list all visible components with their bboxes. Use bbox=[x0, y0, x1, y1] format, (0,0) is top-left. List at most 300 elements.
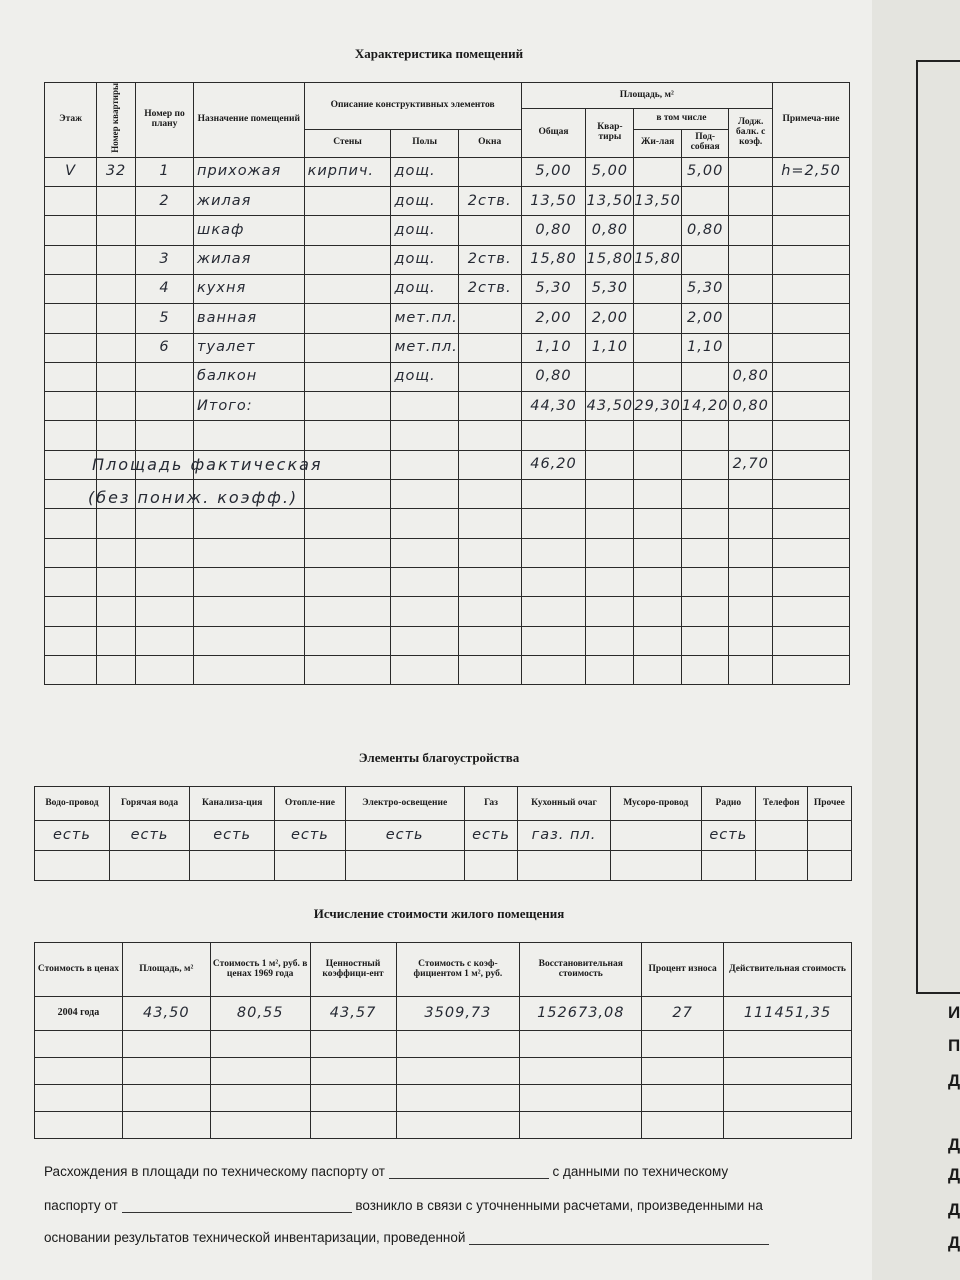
room-cell-walls bbox=[304, 245, 391, 274]
hdr-purpose: Назначение помещений bbox=[194, 83, 305, 158]
passport-date-blank-2[interactable] bbox=[122, 1200, 352, 1213]
room-cell-total bbox=[521, 626, 586, 655]
cost-header: Ценностный коэффици-ент bbox=[310, 943, 396, 997]
room-cell-apartment: 0,80 bbox=[586, 216, 634, 245]
amenity-value: есть bbox=[701, 821, 755, 851]
footer-line-1: Расхождения в площади по техническому паспорту от с данными по техническому bbox=[44, 1164, 729, 1179]
room-cell-walls bbox=[304, 567, 391, 596]
room-cell-purpose: жилая bbox=[194, 187, 305, 216]
room-cell-loggia bbox=[729, 626, 773, 655]
room-cell-apt bbox=[97, 333, 136, 362]
room-cell-total: 1,10 bbox=[521, 333, 586, 362]
room-cell-walls bbox=[304, 392, 391, 421]
room-cell-apartment: 5,30 bbox=[586, 274, 634, 303]
room-cell-aux: 0,80 bbox=[681, 216, 729, 245]
room-cell-purpose: кухня bbox=[194, 274, 305, 303]
room-cell-total: 46,20 bbox=[521, 450, 586, 479]
cost-empty-cell bbox=[122, 1112, 210, 1139]
room-cell-plan bbox=[135, 626, 193, 655]
room-cell-living bbox=[634, 421, 682, 450]
amenity-empty-cell bbox=[345, 851, 464, 881]
amenity-empty-cell bbox=[807, 851, 851, 881]
room-cell-plan bbox=[135, 421, 193, 450]
room-cell-purpose bbox=[194, 567, 305, 596]
room-cell-apartment: 43,50 bbox=[586, 392, 634, 421]
room-cell-apartment: 1,10 bbox=[586, 333, 634, 362]
room-cell-floors bbox=[391, 626, 458, 655]
cost-empty-cell bbox=[122, 1058, 210, 1085]
room-cell-apartment bbox=[586, 421, 634, 450]
room-row bbox=[45, 421, 850, 450]
room-cell-living bbox=[634, 274, 682, 303]
footer-line-3: основании результатов технической инвентаризации, проведенной bbox=[44, 1230, 854, 1245]
room-cell-purpose: жилая bbox=[194, 245, 305, 274]
hdr-living: Жи-лая bbox=[634, 129, 682, 157]
room-cell-purpose bbox=[194, 655, 305, 684]
room-cell-loggia bbox=[729, 655, 773, 684]
room-cell-floors bbox=[391, 509, 458, 538]
next-page-letter: И bbox=[948, 1003, 960, 1022]
room-cell-living bbox=[634, 333, 682, 362]
room-cell-loggia: 0,80 bbox=[729, 362, 773, 391]
room-cell-purpose bbox=[194, 597, 305, 626]
hdr-incl: в том числе bbox=[634, 109, 729, 130]
room-cell-living bbox=[634, 567, 682, 596]
cost-empty-cell bbox=[396, 1058, 520, 1085]
room-cell-walls bbox=[304, 362, 391, 391]
room-cell-total bbox=[521, 567, 586, 596]
room-cell-windows bbox=[458, 362, 521, 391]
room-cell-purpose: прихожая bbox=[194, 157, 305, 186]
cost-empty-cell bbox=[35, 1085, 123, 1112]
room-cell-floors: дощ. bbox=[391, 216, 458, 245]
amenities-table bbox=[34, 786, 852, 881]
room-cell-aux: 2,00 bbox=[681, 304, 729, 333]
room-cell-floors bbox=[391, 392, 458, 421]
cost-table bbox=[34, 942, 852, 1139]
room-cell-total: 5,30 bbox=[521, 274, 586, 303]
room-cell-windows bbox=[458, 626, 521, 655]
amenity-value: есть bbox=[345, 821, 464, 851]
room-cell-aux bbox=[681, 538, 729, 567]
room-cell-walls bbox=[304, 274, 391, 303]
room-cell-loggia bbox=[729, 480, 773, 509]
room-cell-windows bbox=[458, 157, 521, 186]
room-cell-note bbox=[773, 421, 850, 450]
room-cell-plan: 6 bbox=[135, 333, 193, 362]
amenity-header: Водо-провод bbox=[35, 787, 110, 821]
rooms-title: Характеристика помещений bbox=[354, 46, 524, 61]
room-cell-loggia bbox=[729, 333, 773, 362]
amenity-empty-cell bbox=[35, 851, 110, 881]
room-cell-note bbox=[773, 626, 850, 655]
room-cell-floors: мет.пл. bbox=[391, 333, 458, 362]
room-cell-floor bbox=[45, 567, 97, 596]
room-cell-apartment bbox=[586, 567, 634, 596]
room-cell-aux bbox=[681, 245, 729, 274]
room-cell-floor bbox=[45, 655, 97, 684]
cost-empty-cell bbox=[520, 1058, 642, 1085]
amenity-header: Газ bbox=[464, 787, 518, 821]
room-cell-apartment: 15,80 bbox=[586, 245, 634, 274]
cost-cell-restore: 152673,08 bbox=[520, 997, 642, 1031]
cost-header: Восстановительная стоимость bbox=[520, 943, 642, 997]
cost-cell-area: 43,50 bbox=[122, 997, 210, 1031]
room-cell-floors: дощ. bbox=[391, 362, 458, 391]
room-cell-living bbox=[634, 304, 682, 333]
cost-empty-cell bbox=[210, 1058, 310, 1085]
cost-header: Процент износа bbox=[642, 943, 724, 997]
amenity-empty-cell bbox=[518, 851, 610, 881]
cost-empty-row bbox=[35, 1031, 852, 1058]
room-cell-floor bbox=[45, 450, 97, 479]
room-row bbox=[45, 538, 850, 567]
amenities-title: Элементы благоустройства bbox=[358, 750, 520, 765]
room-cell-total bbox=[521, 509, 586, 538]
room-row bbox=[45, 597, 850, 626]
room-cell-loggia: 2,70 bbox=[729, 450, 773, 479]
footer-line-2: паспорту от возникло в связи с уточненными расчетами, произведенными на bbox=[44, 1198, 763, 1213]
room-row bbox=[45, 245, 850, 274]
cost-empty-cell bbox=[210, 1112, 310, 1139]
hdr-walls: Стены bbox=[304, 129, 391, 157]
room-cell-aux bbox=[681, 187, 729, 216]
cost-empty-cell bbox=[724, 1085, 852, 1112]
cost-empty-cell bbox=[724, 1031, 852, 1058]
room-cell-plan bbox=[135, 392, 193, 421]
room-cell-plan bbox=[135, 538, 193, 567]
amenity-header: Прочее bbox=[807, 787, 851, 821]
amenity-header: Радио bbox=[701, 787, 755, 821]
room-cell-note bbox=[773, 362, 850, 391]
cost-empty-cell bbox=[122, 1031, 210, 1058]
amenity-header: Отопле-ние bbox=[275, 787, 346, 821]
room-cell-windows bbox=[458, 333, 521, 362]
cost-empty-cell bbox=[122, 1085, 210, 1112]
room-row bbox=[45, 187, 850, 216]
cost-empty-cell bbox=[396, 1085, 520, 1112]
room-cell-windows bbox=[458, 450, 521, 479]
room-cell-total: 0,80 bbox=[521, 362, 586, 391]
room-row bbox=[45, 509, 850, 538]
room-cell-apartment bbox=[586, 450, 634, 479]
room-cell-windows bbox=[458, 421, 521, 450]
room-row bbox=[45, 655, 850, 684]
room-cell-plan: 5 bbox=[135, 304, 193, 333]
room-cell-floor bbox=[45, 362, 97, 391]
cost-empty-cell bbox=[35, 1031, 123, 1058]
room-cell-floors bbox=[391, 597, 458, 626]
room-cell-living bbox=[634, 538, 682, 567]
room-row bbox=[45, 362, 850, 391]
room-cell-floor bbox=[45, 597, 97, 626]
passport-date-blank-1[interactable] bbox=[389, 1166, 549, 1179]
room-cell-windows: 2ств. bbox=[458, 187, 521, 216]
room-cell-loggia bbox=[729, 567, 773, 596]
room-cell-walls bbox=[304, 304, 391, 333]
amenity-header: Электро-освещение bbox=[345, 787, 464, 821]
room-cell-total bbox=[521, 538, 586, 567]
room-cell-note bbox=[773, 567, 850, 596]
cost-header: Стоимость с коэф-фициентом 1 м², руб. bbox=[396, 943, 520, 997]
inventory-blank[interactable] bbox=[469, 1232, 769, 1245]
amenity-value: есть bbox=[275, 821, 346, 851]
room-cell-living bbox=[634, 655, 682, 684]
amenity-header: Телефон bbox=[755, 787, 807, 821]
room-cell-note: h=2,50 bbox=[773, 157, 850, 186]
next-page-frame bbox=[916, 60, 960, 994]
room-cell-apartment: 2,00 bbox=[586, 304, 634, 333]
room-cell-total bbox=[521, 655, 586, 684]
room-cell-note bbox=[773, 304, 850, 333]
room-cell-floor bbox=[45, 274, 97, 303]
room-cell-note bbox=[773, 216, 850, 245]
room-cell-note bbox=[773, 187, 850, 216]
hdr-plan-no: Номер по плану bbox=[135, 83, 193, 158]
room-cell-apartment bbox=[586, 509, 634, 538]
room-cell-aux bbox=[681, 626, 729, 655]
cost-header: Площадь, м² bbox=[122, 943, 210, 997]
hdr-apartment-no: Номер квартиры bbox=[97, 83, 136, 158]
room-cell-aux bbox=[681, 567, 729, 596]
room-cell-apartment bbox=[586, 480, 634, 509]
room-cell-total: 13,50 bbox=[521, 187, 586, 216]
cost-empty-cell bbox=[642, 1112, 724, 1139]
cost-empty-cell bbox=[310, 1085, 396, 1112]
room-cell-total: 5,00 bbox=[521, 157, 586, 186]
room-cell-floor bbox=[45, 421, 97, 450]
room-cell-total: 15,80 bbox=[521, 245, 586, 274]
room-row bbox=[45, 567, 850, 596]
room-cell-apt: 32 bbox=[97, 157, 136, 186]
room-cell-total bbox=[521, 597, 586, 626]
room-cell-loggia: 0,80 bbox=[729, 392, 773, 421]
hdr-description: Описание конструктивных элементов bbox=[304, 83, 521, 130]
room-cell-apt bbox=[97, 509, 136, 538]
hdr-floors: Полы bbox=[391, 129, 458, 157]
room-cell-note bbox=[773, 392, 850, 421]
room-cell-note bbox=[773, 480, 850, 509]
room-cell-floors: мет.пл. bbox=[391, 304, 458, 333]
room-cell-walls bbox=[304, 626, 391, 655]
amenity-value: есть bbox=[35, 821, 110, 851]
room-cell-floors: дощ. bbox=[391, 157, 458, 186]
room-cell-windows bbox=[458, 597, 521, 626]
room-cell-floors bbox=[391, 567, 458, 596]
room-cell-apt bbox=[97, 274, 136, 303]
actual-area-note-line1: Площадь фактическая bbox=[92, 455, 323, 474]
cost-empty-cell bbox=[642, 1031, 724, 1058]
room-row bbox=[45, 392, 850, 421]
room-cell-note bbox=[773, 274, 850, 303]
cost-title: Исчисление стоимости жилого помещения bbox=[313, 906, 565, 921]
room-cell-loggia bbox=[729, 509, 773, 538]
amenity-header: Кухонный очаг bbox=[518, 787, 610, 821]
room-cell-windows bbox=[458, 567, 521, 596]
room-cell-total: 44,30 bbox=[521, 392, 586, 421]
room-cell-floors: дощ. bbox=[391, 245, 458, 274]
next-page-letter: Д bbox=[948, 1071, 960, 1090]
room-cell-apt bbox=[97, 304, 136, 333]
room-cell-plan: 3 bbox=[135, 245, 193, 274]
room-cell-total bbox=[521, 421, 586, 450]
room-cell-apartment: 13,50 bbox=[586, 187, 634, 216]
room-cell-floors: дощ. bbox=[391, 187, 458, 216]
room-cell-purpose: ванная bbox=[194, 304, 305, 333]
room-cell-plan: 1 bbox=[135, 157, 193, 186]
room-cell-aux bbox=[681, 509, 729, 538]
cost-empty-row bbox=[35, 1112, 852, 1139]
room-cell-note bbox=[773, 538, 850, 567]
room-cell-apt bbox=[97, 626, 136, 655]
room-cell-apt bbox=[97, 421, 136, 450]
room-cell-aux bbox=[681, 597, 729, 626]
room-cell-walls bbox=[304, 216, 391, 245]
room-cell-loggia bbox=[729, 421, 773, 450]
room-cell-note bbox=[773, 597, 850, 626]
cost-row bbox=[35, 997, 852, 1031]
room-cell-purpose: шкаф bbox=[194, 216, 305, 245]
room-cell-windows: 2ств. bbox=[458, 274, 521, 303]
hdr-note: Примеча-ние bbox=[773, 83, 850, 158]
room-cell-floor bbox=[45, 392, 97, 421]
room-cell-plan bbox=[135, 509, 193, 538]
room-cell-loggia bbox=[729, 538, 773, 567]
hdr-loggia: Лодж. балк. с коэф. bbox=[729, 109, 773, 158]
room-row bbox=[45, 304, 850, 333]
next-page-letter: Д bbox=[948, 1135, 960, 1154]
cost-cell-coef: 43,57 bbox=[310, 997, 396, 1031]
cost-empty-cell bbox=[210, 1031, 310, 1058]
cost-empty-cell bbox=[520, 1085, 642, 1112]
room-cell-windows bbox=[458, 655, 521, 684]
room-cell-aux bbox=[681, 421, 729, 450]
room-cell-floor bbox=[45, 245, 97, 274]
room-cell-apartment bbox=[586, 538, 634, 567]
room-cell-purpose: балкон bbox=[194, 362, 305, 391]
room-cell-total bbox=[521, 480, 586, 509]
room-cell-floors bbox=[391, 655, 458, 684]
amenity-empty-cell bbox=[701, 851, 755, 881]
room-cell-aux: 14,20 bbox=[681, 392, 729, 421]
amenity-value bbox=[807, 821, 851, 851]
room-cell-purpose bbox=[194, 421, 305, 450]
cost-empty-cell bbox=[35, 1058, 123, 1085]
amenity-empty-cell bbox=[275, 851, 346, 881]
room-cell-floor bbox=[45, 509, 97, 538]
room-cell-floors bbox=[391, 538, 458, 567]
cost-empty-cell bbox=[724, 1112, 852, 1139]
room-cell-note bbox=[773, 655, 850, 684]
room-cell-living bbox=[634, 480, 682, 509]
hdr-windows: Окна bbox=[458, 129, 521, 157]
room-cell-apartment bbox=[586, 626, 634, 655]
room-cell-floor bbox=[45, 333, 97, 362]
room-cell-aux: 1,10 bbox=[681, 333, 729, 362]
room-cell-note bbox=[773, 245, 850, 274]
room-cell-floors bbox=[391, 480, 458, 509]
room-cell-windows bbox=[458, 392, 521, 421]
room-row bbox=[45, 274, 850, 303]
room-cell-loggia bbox=[729, 304, 773, 333]
cost-header: Действительная стоимость bbox=[724, 943, 852, 997]
room-cell-floors: дощ. bbox=[391, 274, 458, 303]
next-page-letter: Д bbox=[948, 1165, 960, 1184]
room-cell-loggia bbox=[729, 274, 773, 303]
room-cell-windows bbox=[458, 509, 521, 538]
room-cell-plan: 4 bbox=[135, 274, 193, 303]
amenity-empty-cell bbox=[464, 851, 518, 881]
amenity-value: есть bbox=[109, 821, 189, 851]
room-cell-living: 29,30 bbox=[634, 392, 682, 421]
room-cell-apt bbox=[97, 245, 136, 274]
room-cell-floor: V bbox=[45, 157, 97, 186]
room-cell-walls bbox=[304, 509, 391, 538]
amenity-empty-cell bbox=[610, 851, 701, 881]
room-cell-walls bbox=[304, 538, 391, 567]
room-cell-loggia bbox=[729, 216, 773, 245]
cost-empty-cell bbox=[310, 1058, 396, 1085]
room-cell-living bbox=[634, 509, 682, 538]
next-page-edge bbox=[872, 0, 960, 1280]
room-row bbox=[45, 333, 850, 362]
room-cell-aux bbox=[681, 655, 729, 684]
amenity-empty-cell bbox=[109, 851, 189, 881]
room-cell-living bbox=[634, 362, 682, 391]
room-cell-apartment: 5,00 bbox=[586, 157, 634, 186]
room-cell-living: 13,50 bbox=[634, 187, 682, 216]
room-cell-floors bbox=[391, 450, 458, 479]
room-cell-total: 0,80 bbox=[521, 216, 586, 245]
room-cell-walls: кирпич. bbox=[304, 157, 391, 186]
room-cell-floors bbox=[391, 421, 458, 450]
hdr-auxiliary: Под-собная bbox=[681, 129, 729, 157]
room-cell-loggia bbox=[729, 187, 773, 216]
room-cell-living bbox=[634, 157, 682, 186]
room-cell-windows: 2ств. bbox=[458, 245, 521, 274]
room-cell-walls bbox=[304, 187, 391, 216]
room-cell-walls bbox=[304, 333, 391, 362]
cost-empty-row bbox=[35, 1058, 852, 1085]
room-cell-windows bbox=[458, 480, 521, 509]
room-cell-living bbox=[634, 597, 682, 626]
cost-empty-cell bbox=[642, 1085, 724, 1112]
cost-empty-cell bbox=[724, 1058, 852, 1085]
room-cell-apartment bbox=[586, 362, 634, 391]
hdr-floor: Этаж bbox=[45, 83, 97, 158]
cost-empty-row bbox=[35, 1085, 852, 1112]
amenity-empty-cell bbox=[755, 851, 807, 881]
room-cell-apt bbox=[97, 392, 136, 421]
room-cell-loggia bbox=[729, 245, 773, 274]
amenity-value bbox=[755, 821, 807, 851]
room-row bbox=[45, 216, 850, 245]
room-cell-purpose bbox=[194, 626, 305, 655]
room-cell-floor bbox=[45, 626, 97, 655]
room-cell-floor bbox=[45, 216, 97, 245]
room-cell-floor bbox=[45, 187, 97, 216]
room-row bbox=[45, 157, 850, 186]
cost-header: Стоимость 1 м², руб. в ценах 1969 года bbox=[210, 943, 310, 997]
amenity-header: Горячая вода bbox=[109, 787, 189, 821]
hdr-total: Общая bbox=[521, 109, 586, 158]
room-cell-walls bbox=[304, 421, 391, 450]
room-cell-plan bbox=[135, 567, 193, 596]
amenity-header: Канализа-ция bbox=[190, 787, 275, 821]
cost-cell-cost_1969: 80,55 bbox=[210, 997, 310, 1031]
actual-area-note-line2: (без пониж. коэфф.) bbox=[88, 488, 299, 507]
room-cell-living bbox=[634, 450, 682, 479]
